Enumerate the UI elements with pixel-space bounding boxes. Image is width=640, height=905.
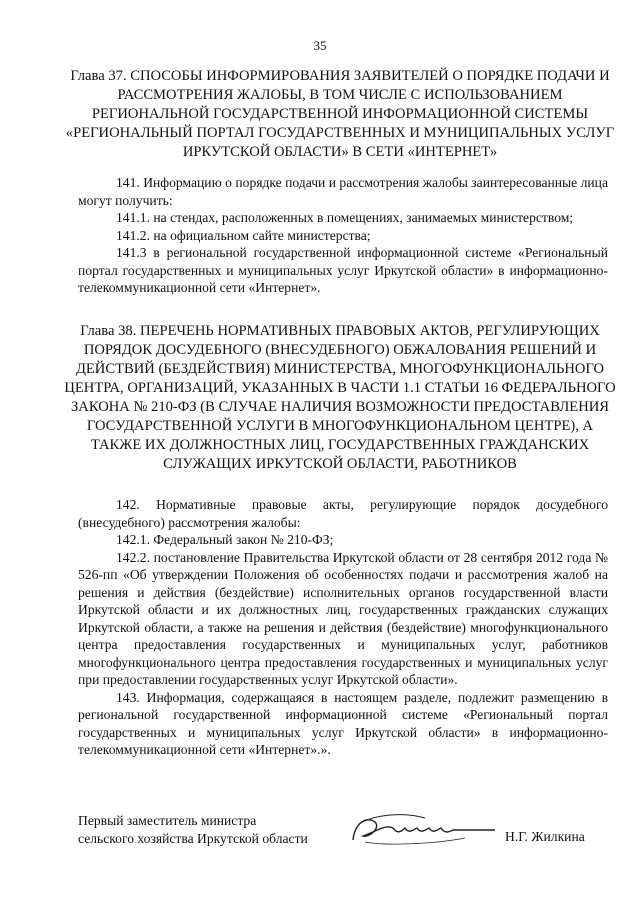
paragraph-141: 141. Информацию о порядке подачи и рассмотрения жалобы заинтересованные лица могут получить:: [78, 175, 608, 208]
paragraph-142-1: 142.1. Федеральный закон № 210-ФЗ;: [116, 532, 334, 547]
handwritten-signature: [345, 810, 505, 850]
chapter-37-heading: Глава 37. СПОСОБЫ ИНФОРМИРОВАНИЯ ЗАЯВИТЕЛЕЙ О ПОРЯДКЕ ПОДАЧИ И РАССМОТРЕНИЯ ЖАЛОБЫ, В ТОМ ЧИСЛЕ С ИСПОЛЬЗОВАНИЕМ РЕГИОНАЛЬНОЙ ГОСУДАРСТВЕННОЙ ИНФОРМАЦИОННОЙ СИСТЕМЫ «РЕГИОНАЛЬНЫЙ ПОРТАЛ ГОСУДАРСТВЕННЫХ И МУНИЦИПАЛЬНЫХ УСЛУГ ИРКУТСКОЙ ОБЛАСТИ» В СЕТИ «ИНТЕРНЕТ»: [65, 68, 615, 160]
page-number: 35: [313, 38, 327, 53]
signature-position-line1: Первый заместитель министра: [78, 813, 257, 828]
chapter-38-heading: Глава 38. ПЕРЕЧЕНЬ НОРМАТИВНЫХ ПРАВОВЫХ АКТОВ, РЕГУЛИРУЮЩИХ ПОРЯДОК ДОСУДЕБНОГО (ВНЕСУДЕБНОГО) ОБЖАЛОВАНИЯ РЕШЕНИЙ И ДЕЙСТВИЙ (БЕЗДЕЙСТВИЯ) МИНИСТЕРСТВА, МНОГОФУНКЦИОНАЛЬНОГО ЦЕНТРА, ОРГАНИЗАЦИЙ, УКАЗАННЫХ В ЧАСТИ 1.1 СТАТЬИ 16 ФЕДЕРАЛЬНОГО ЗАКОНА № 210-ФЗ (В СЛУЧАЕ НАЛИЧИЯ ВОЗМОЖНОСТИ ПРЕДОСТАВЛЕНИЯ ГОСУДАРСТВЕННОЙ УСЛУГИ В МНОГОФУНКЦИОНАЛЬНОМ ЦЕНТРЕ), А ТАКЖЕ ИХ ДОЛЖНОСТНЫХ ЛИЦ, ГОСУДАРСТВЕННЫХ ГРАЖДАНСКИХ СЛУЖАЩИХ ИРКУТСКОЙ ОБЛАСТИ, РАБОТНИКОВ: [64, 323, 616, 472]
paragraph-142: 142. Нормативные правовые акты, регулирующие порядок досудебного (внесудебного) рассмотрения жалобы:: [78, 497, 608, 530]
paragraph-143: 143. Информация, содержащаяся в настоящем разделе, подлежит размещению в региональной государственной информационной системе «Региональный портал государственных и муниципальных услуг Иркутской области» в информационно-телекоммуникационной сети «Интернет».».: [78, 689, 608, 757]
chapter-37-body: [78, 174, 608, 297]
signature-position-line2: сельского хозяйства Иркутской области: [78, 830, 308, 846]
signature-position: [78, 812, 308, 847]
paragraph-141-1: 141.1. на стендах, расположенных в помещениях, занимаемых министерством;: [116, 210, 574, 225]
paragraph-141-3: 141.3 в региональной государственной информационной системе «Региональный портал государственных и муниципальных услуг Иркутской области» в информационно-телекоммуникационной сети «Интернет».: [78, 245, 608, 295]
paragraph-141-2: 141.2. на официальном сайте министерства;: [116, 227, 371, 243]
chapter-38-body: [78, 496, 608, 759]
paragraph-142-2: 142.2. постановление Правительства Иркутской области от 28 сентября 2012 года № 526-пп «Об утверждении Положения об особенностях подачи и рассмотрения жалоб на решения и действия (бездействие) исполнительных органов государственной власти Иркутской области и их должностных лиц, государственных гражданских служащих Иркутской области, а также на решения и действия (бездействие) многофункционального центра предоставления государственных и муниципальных услуг, работников многофункционального центра предоставления государственных и муниципальных услуг при предоставлении государственных услуг Иркутской области».: [78, 549, 608, 687]
signature-name: Н.Г. Жилкина: [505, 829, 585, 844]
